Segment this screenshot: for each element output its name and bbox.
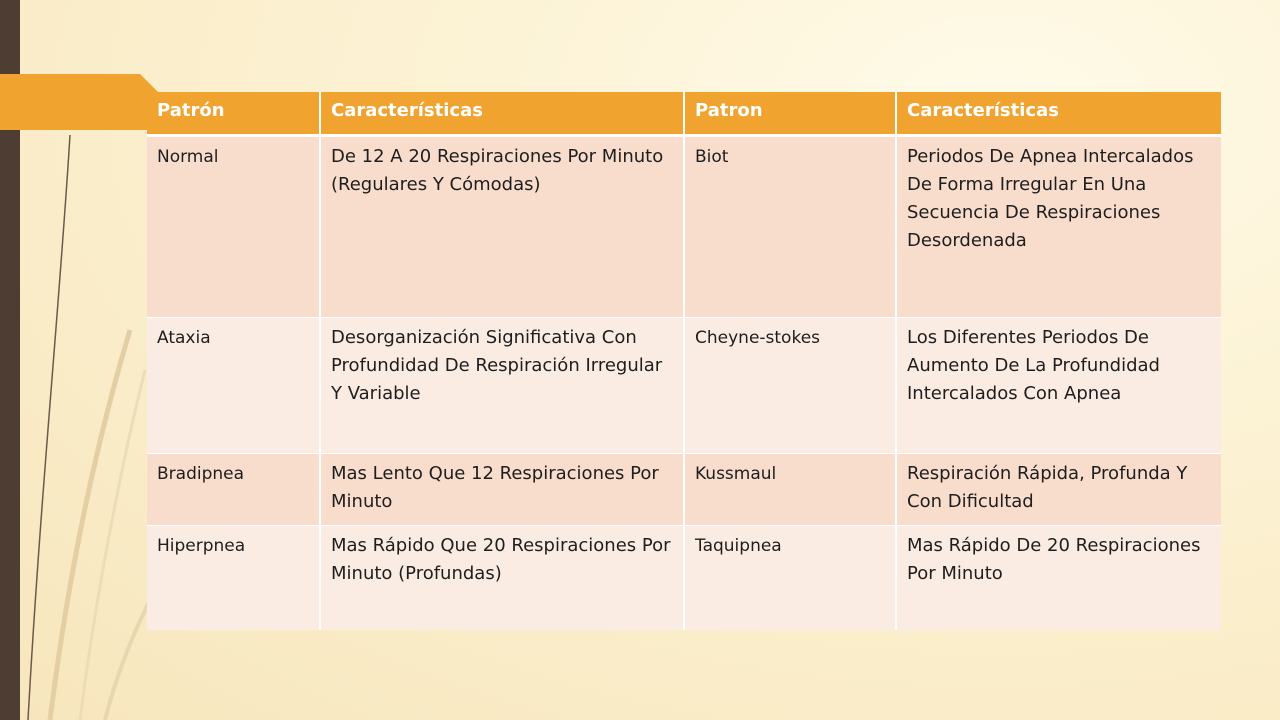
table-row — [147, 454, 1221, 526]
header-cell-pattern-1: Patrón — [147, 92, 320, 136]
breathing-patterns-table — [147, 92, 1221, 630]
orange-tab-shape — [0, 74, 158, 130]
table-row — [147, 318, 1221, 454]
table-row — [147, 136, 1221, 318]
pattern-name-cell: Bradipnea — [147, 454, 320, 526]
characteristics-cell: Los Diferentes Periodos De Aumento De La Profundidad Intercalados Con Apnea — [896, 318, 1221, 454]
pattern-name-cell: Biot — [684, 136, 896, 318]
table-header-row — [147, 92, 1221, 136]
characteristics-cell: Mas Rápido De 20 Respiraciones Por Minuto — [896, 526, 1221, 630]
characteristics-cell: Respiración Rápida, Profunda Y Con Dificultad — [896, 454, 1221, 526]
characteristics-cell: De 12 A 20 Respiraciones Por Minuto (Regulares Y Cómodas) — [320, 136, 684, 318]
header-cell-characteristics-1: Características — [320, 92, 684, 136]
characteristics-cell: Desorganización Significativa Con Profundidad De Respiración Irregular Y Variable — [320, 318, 684, 454]
table-row — [147, 526, 1221, 630]
header-cell-characteristics-2: Características — [896, 92, 1221, 136]
characteristics-cell: Mas Lento Que 12 Respiraciones Por Minuto — [320, 454, 684, 526]
characteristics-cell: Periodos De Apnea Intercalados De Forma Irregular En Una Secuencia De Respiraciones Desordenada — [896, 136, 1221, 318]
pattern-name-cell: Taquipnea — [684, 526, 896, 630]
pattern-name-cell: Kussmaul — [684, 454, 896, 526]
header-cell-pattern-2: Patron — [684, 92, 896, 136]
pattern-name-cell: Hiperpnea — [147, 526, 320, 630]
pattern-name-cell: Normal — [147, 136, 320, 318]
pattern-name-cell: Cheyne-stokes — [684, 318, 896, 454]
pattern-name-cell: Ataxia — [147, 318, 320, 454]
characteristics-cell: Mas Rápido Que 20 Respiraciones Por Minuto (Profundas) — [320, 526, 684, 630]
